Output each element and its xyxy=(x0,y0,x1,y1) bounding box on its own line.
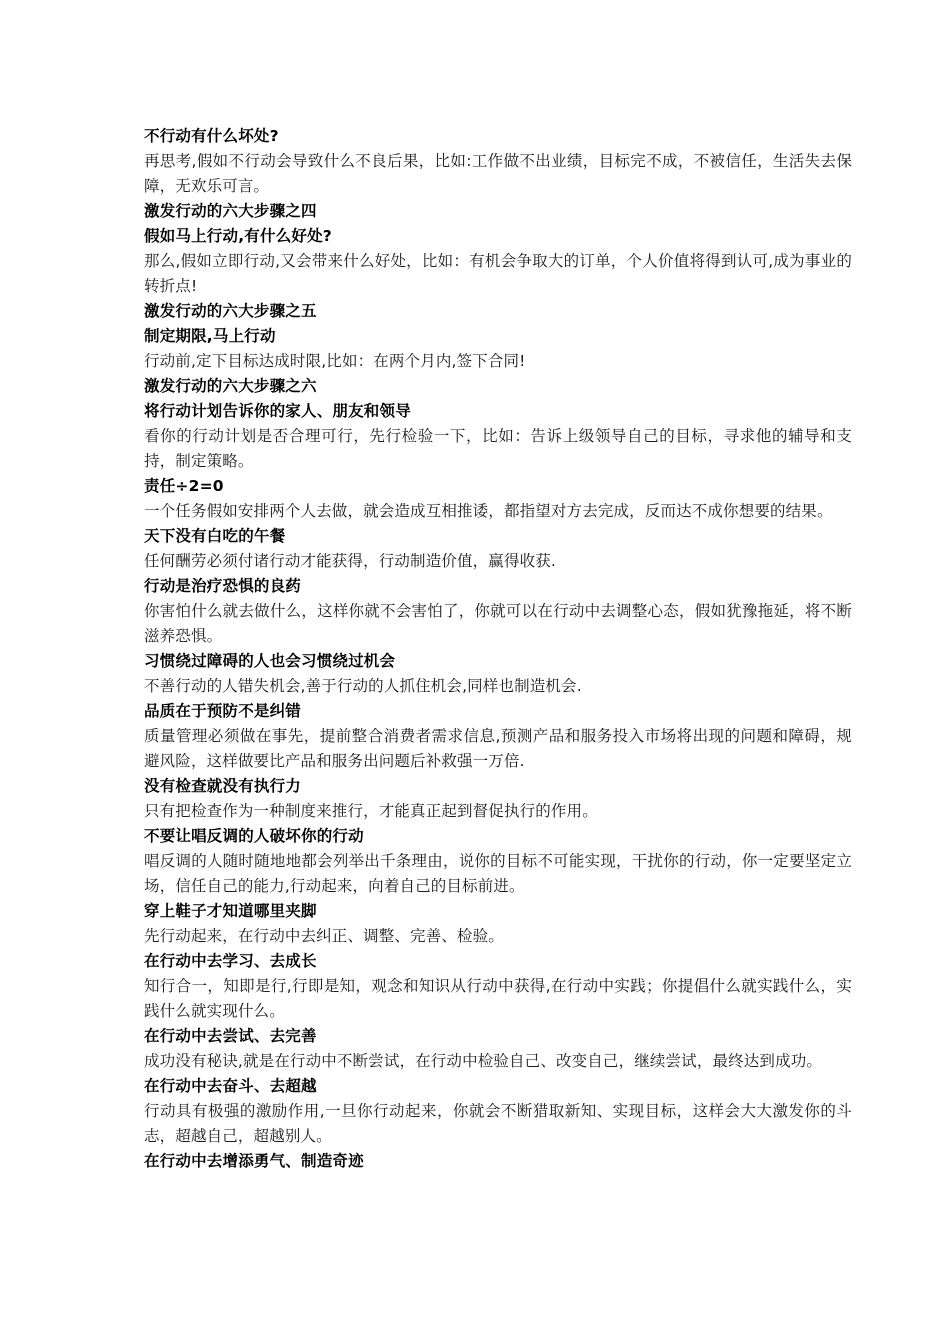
body-paragraph: 行动前,定下目标达成时限,比如：在两个月内,签下合同! xyxy=(144,352,526,370)
body-paragraph: 先行动起来，在行动中去纠正、调整、完善、检验。 xyxy=(144,927,504,945)
body-paragraph: 成功没有秘诀,就是在行动中不断尝试，在行动中检验自己、改变自己，继续尝试，最终达到成功。 xyxy=(144,1052,823,1070)
section-heading: 不要让唱反调的人破坏你的行动 xyxy=(144,827,364,845)
section-heading: 激发行动的六大步骤之五 xyxy=(144,302,317,320)
section-heading: 假如马上行动,有什么好处? xyxy=(144,227,332,245)
body-paragraph: 行动具有极强的激励作用,一旦你行动起来，你就会不断猎取新知、实现目标，这样会大大激发你的斗志，超越自己，超越别人。 xyxy=(144,1102,852,1145)
section-heading: 激发行动的六大步骤之四 xyxy=(144,202,317,220)
body-paragraph: 质量管理必须做在事先，提前整合消费者需求信息,预测产品和服务投入市场将出现的问题和障碍，规避风险，这样做要比产品和服务出问题后补救强一万倍. xyxy=(144,727,852,770)
section-heading: 责任÷2=0 xyxy=(144,477,224,495)
section-heading: 激发行动的六大步骤之六 xyxy=(144,377,317,395)
document-body xyxy=(144,124,852,1174)
section-heading: 穿上鞋子才知道哪里夹脚 xyxy=(144,902,317,920)
section-heading: 将行动计划告诉你的家人、朋友和领导 xyxy=(144,402,411,420)
body-paragraph: 任何酬劳必须付诸行动才能获得，行动制造价值，赢得收获. xyxy=(144,552,556,570)
section-heading: 品质在于预防不是纠错 xyxy=(144,702,302,720)
section-heading: 没有检查就没有执行力 xyxy=(144,777,302,795)
section-heading: 天下没有白吃的午餐 xyxy=(144,527,286,545)
body-paragraph: 一个任务假如安排两个人去做，就会造成互相推诿，都指望对方去完成，反而达不成你想要的结果。 xyxy=(144,502,833,520)
section-heading: 不行动有什么坏处? xyxy=(144,127,279,145)
body-paragraph: 不善行动的人错失机会,善于行动的人抓住机会,同样也制造机会. xyxy=(144,677,582,695)
section-heading: 制定期限,马上行动 xyxy=(144,327,276,345)
section-heading: 在行动中去增添勇气、制造奇迹 xyxy=(144,1152,364,1170)
body-paragraph: 你害怕什么就去做什么，这样你就不会害怕了，你就可以在行动中去调整心态，假如犹豫拖延，将不断滋养恐惧。 xyxy=(144,602,852,645)
section-heading: 习惯绕过障碍的人也会习惯绕过机会 xyxy=(144,652,396,670)
section-heading: 在行动中去尝试、去完善 xyxy=(144,1027,317,1045)
body-paragraph: 再思考,假如不行动会导致什么不良后果，比如:工作做不出业绩，目标完不成，不被信任，生活失去保障，无欢乐可言。 xyxy=(144,152,852,195)
body-paragraph: 看你的行动计划是否合理可行，先行检验一下，比如：告诉上级领导自己的目标，寻求他的辅导和支持，制定策略。 xyxy=(144,427,852,470)
section-heading: 行动是治疗恐惧的良药 xyxy=(144,577,302,595)
body-paragraph: 只有把检查作为一种制度来推行，才能真正起到督促执行的作用。 xyxy=(144,802,598,820)
section-heading: 在行动中去学习、去成长 xyxy=(144,952,317,970)
body-paragraph: 唱反调的人随时随地地都会列举出千条理由，说你的目标不可能实现，干扰你的行动，你一定要坚定立场，信任自己的能力,行动起来，向着自己的目标前进。 xyxy=(144,852,852,895)
body-paragraph: 那么,假如立即行动,又会带来什么好处，比如：有机会争取大的订单，个人价值将得到认可,成为事业的转折点! xyxy=(144,252,852,295)
body-paragraph: 知行合一，知即是行,行即是知，观念和知识从行动中获得,在行动中实践；你提倡什么就实践什么，实践什么就实现什么。 xyxy=(144,977,852,1020)
section-heading: 在行动中去奋斗、去超越 xyxy=(144,1077,317,1095)
